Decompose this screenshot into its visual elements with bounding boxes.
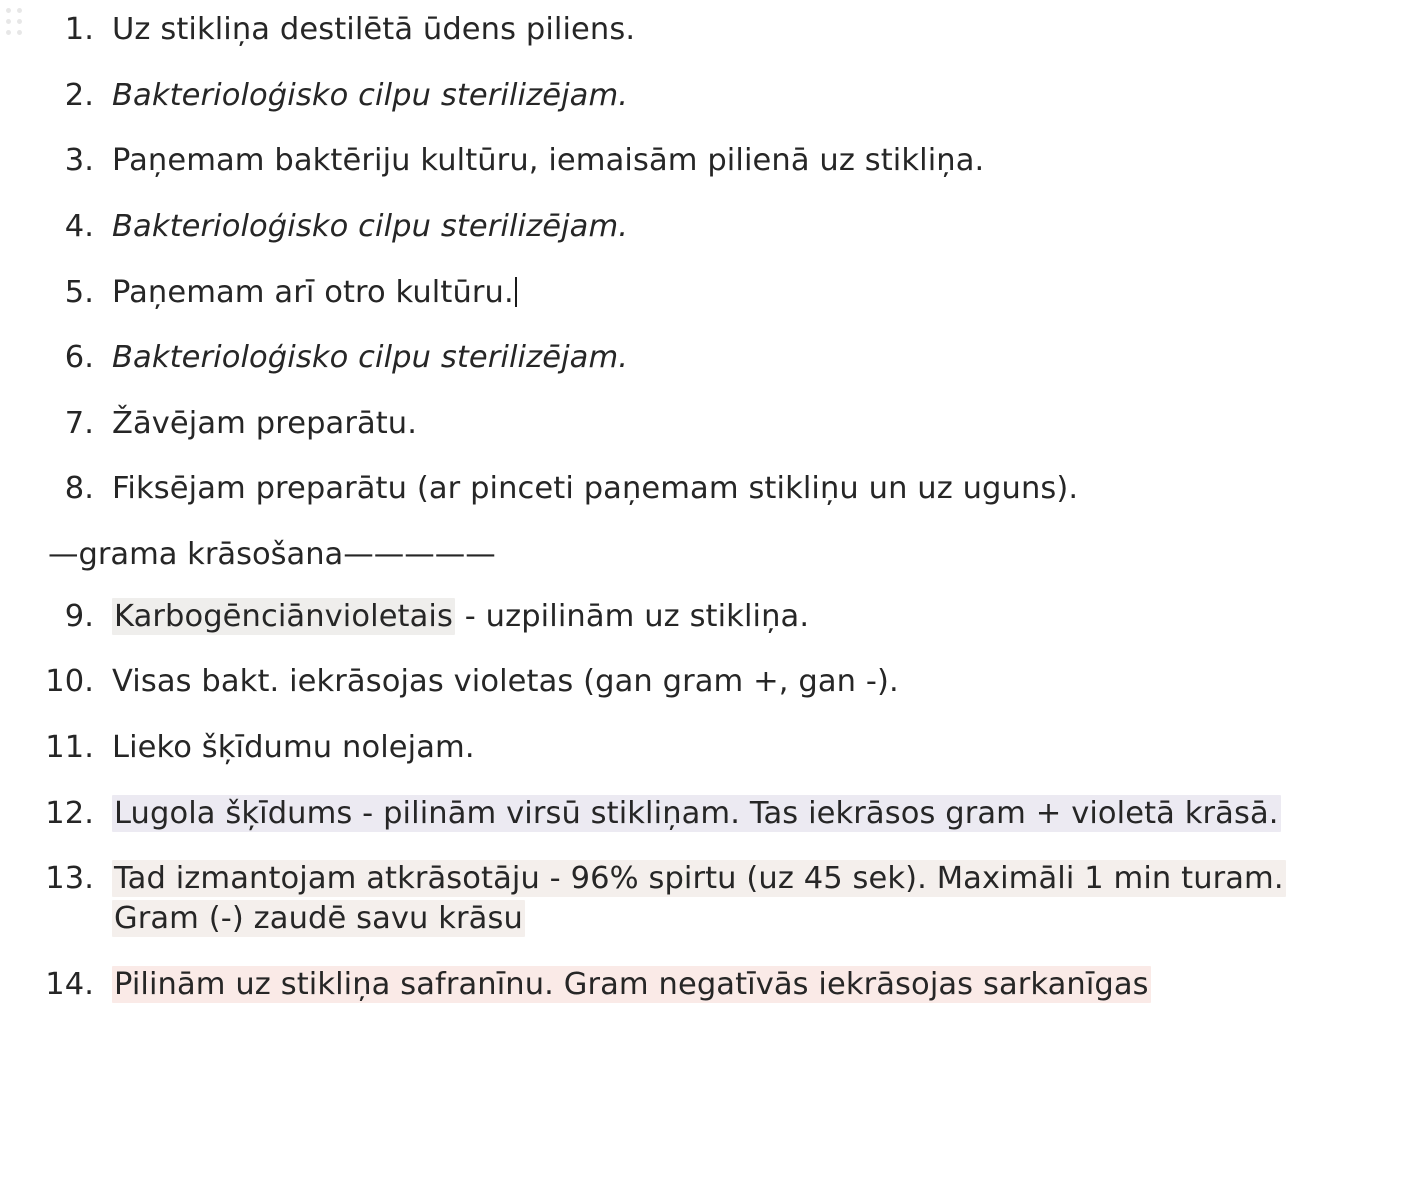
list-item-text: Bakterioloģisko cilpu sterilizējam. [112,208,629,244]
list-item-number: 13. [45,861,94,897]
list-item-text: Visas bakt. iekrāsojas violetas (gan gram +, gan -). [112,664,899,700]
list-item-number: 10. [45,664,94,700]
list-item-text: Lieko šķīdumu nolejam. [112,730,475,766]
list-item-text: - uzpilinām uz stikliņa. [454,598,810,634]
list-item-text: Paņemam baktēriju kultūru, iemaisām pilienā uz stikliņa. [112,143,985,179]
list-item-text-wrapper [112,794,1352,834]
list-item[interactable] [0,859,1405,938]
highlighted-text: Pilinām uz stikliņa safranīnu. Gram negatīvās iekrāsojas sarkanīgas [114,966,1149,1002]
highlighted-text: Lugola šķīdums - pilinām virsū stikliņam. Tas iekrāsos gram + violetā krāsā. [114,795,1279,831]
list-item-number: 2. [64,77,94,113]
list-item[interactable] [0,338,1405,378]
list-item-number: 1. [64,12,94,47]
list-item-text-wrapper [112,965,1352,1005]
list-item-number: 4. [64,208,94,244]
ordered-list-part-one [0,10,1405,509]
list-item-text-wrapper [112,273,1352,313]
highlighted-text: Karbogēnciānvioletais [114,598,453,634]
list-item[interactable] [0,469,1405,509]
list-item[interactable] [0,141,1405,181]
list-item[interactable] [0,794,1405,834]
list-item-number: 5. [64,274,94,310]
list-item[interactable] [0,273,1405,313]
highlighted-text-line-two: Gram (-) zaudē savu krāsu [114,900,523,936]
list-item-text: Paņemam arī otro kultūru. [112,274,514,310]
ordered-list-part-two [0,597,1405,1004]
list-item[interactable] [0,404,1405,444]
list-item[interactable] [0,10,1405,50]
text-cursor [515,277,517,307]
list-item-number: 12. [45,795,94,831]
list-item[interactable] [0,728,1405,768]
highlighted-text: Tad izmantojam atkrāsotāju - 96% spirtu (uz 45 sek). Maximāli 1 min turam. [114,861,1284,897]
list-item-text-wrapper [112,597,1352,637]
list-item-number: 14. [45,966,94,1002]
list-item-number: 6. [64,340,94,376]
list-item-number: 8. [64,471,94,507]
list-item[interactable] [0,965,1405,1005]
list-item-number: 11. [45,730,94,766]
list-item-text: Bakterioloģisko cilpu sterilizējam. [112,340,629,376]
list-item-text: Bakterioloģisko cilpu sterilizējam. [112,77,629,113]
list-item[interactable] [0,597,1405,637]
list-item-text: Fiksējam preparātu (ar pinceti paņemam stikliņu un uz uguns). [112,471,1079,507]
list-item-text-wrapper [112,859,1352,938]
list-item[interactable] [0,207,1405,247]
list-item-number: 7. [64,405,94,441]
list-item-number: 9. [64,598,94,634]
list-item[interactable] [0,76,1405,116]
list-item-text: Uz stikliņa destilētā ūdens piliens. [112,12,636,47]
list-item[interactable] [0,662,1405,702]
list-item-text: Žāvējam preparātu. [112,405,418,441]
section-separator: —grama krāsošana————— [48,537,496,573]
list-item-number: 3. [64,143,94,179]
